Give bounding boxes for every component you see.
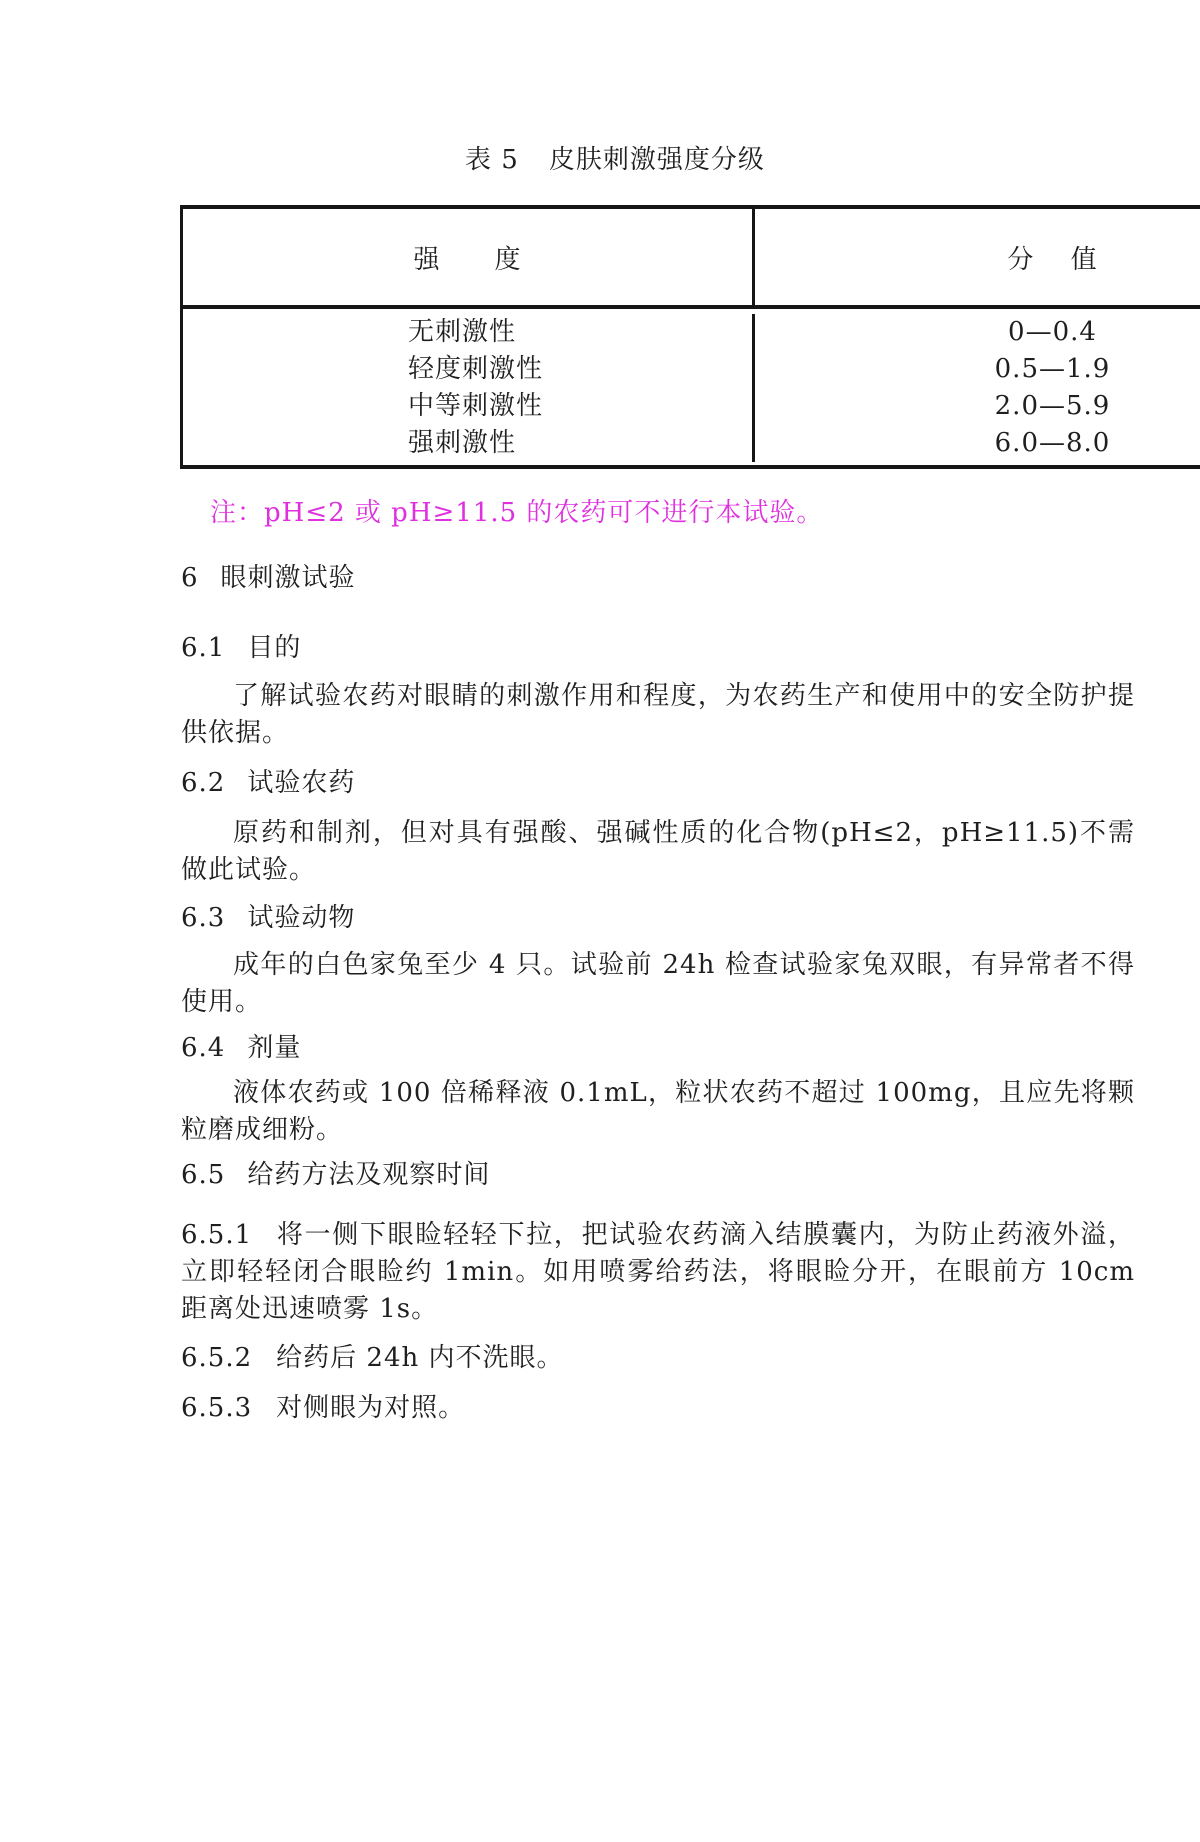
section-heading-6-5 (181, 1157, 1135, 1194)
paragraph-6-5-1 (181, 1217, 1135, 1328)
paragraph-6-5-2 (181, 1340, 1135, 1377)
table-cell: 0—0.4 (1008, 317, 1097, 347)
paragraph-6-1: 了解试验农药对眼睛的刺激作用和程度，为农药生产和使用中的安全防护提供依据。 (181, 681, 1135, 748)
clause-text: 对侧眼为对照。 (276, 1393, 466, 1423)
clause-number: 6.5.2 (181, 1343, 253, 1373)
section-heading-6-1 (181, 630, 1135, 667)
paragraph-6-2: 原药和制剂，但对具有强酸、强碱性质的化合物(pH≤2，pH≥11.5)不需做此试验。 (181, 818, 1135, 885)
paragraph-6-3: 成年的白色家兔至少 4 只。试验前 24h 检查试验家兔双眼，有异常者不得使用。 (181, 950, 1135, 1017)
table-header-intensity: 强 度 (183, 209, 755, 305)
table-cell: 0.5—1.9 (994, 354, 1111, 384)
section-number: 6.5 (181, 1160, 226, 1190)
table-header-row (183, 209, 1200, 309)
paragraph-6-5-3 (181, 1390, 1135, 1427)
table-caption-text: 皮肤刺激强度分级 (548, 145, 765, 175)
section-title: 剂量 (247, 1033, 302, 1063)
section-heading-6-3 (181, 900, 1135, 937)
table-cell: 2.0—5.9 (994, 391, 1111, 421)
section-number: 6 (181, 563, 199, 593)
section-title: 给药方法及观察时间 (247, 1160, 491, 1190)
section-number: 6.1 (181, 633, 226, 663)
table-cell: 强刺激性 (407, 428, 516, 458)
section-heading-6 (181, 560, 1135, 597)
section-number: 6.4 (181, 1033, 226, 1063)
clause-text: 将一侧下眼睑轻轻下拉，把试验农药滴入结膜囊内，为防止药液外溢，立即轻轻闭合眼睑约 1min。如用喷雾给药法，将眼睑分开，在眼前方 10cm 距离处迅速喷雾 1s。 (181, 1220, 1135, 1324)
clause-text: 给药后 24h 内不洗眼。 (276, 1343, 564, 1373)
skin-irritation-grading-table (180, 205, 1200, 469)
clause-number: 6.5.1 (181, 1220, 253, 1250)
intensity-values-block (408, 314, 543, 462)
table-column-intensity (183, 314, 755, 462)
section-title: 眼刺激试验 (220, 563, 356, 593)
paragraph-6-4: 液体农药或 100 倍稀释液 0.1mL，粒状农药不超过 100mg，且应先将颗粒磨成细粉。 (181, 1078, 1135, 1145)
section-title: 试验农药 (247, 768, 356, 798)
section-number: 6.3 (181, 903, 226, 933)
section-number: 6.2 (181, 768, 226, 798)
table-cell: 无刺激性 (407, 317, 516, 347)
table-cell: 6.0—8.0 (994, 428, 1111, 458)
table-cell: 轻度刺激性 (407, 354, 543, 384)
note: 注：pH≤2 或 pH≥11.5 的农药可不进行本试验。 (210, 498, 824, 528)
document-page (0, 146, 1200, 1842)
table-cell: 中等刺激性 (407, 391, 543, 421)
section-heading-6-4 (181, 1030, 1135, 1067)
clause-number: 6.5.3 (181, 1393, 253, 1423)
table-caption-number: 表 5 (465, 145, 519, 175)
table-column-score (755, 314, 1200, 462)
document-body (181, 560, 1135, 1427)
section-title: 试验动物 (247, 903, 356, 933)
table-body (183, 309, 1200, 465)
table-header-score: 分 值 (1007, 244, 1098, 275)
table-caption (465, 146, 1200, 174)
section-title: 目的 (247, 633, 302, 663)
section-heading-6-2 (181, 765, 1135, 802)
